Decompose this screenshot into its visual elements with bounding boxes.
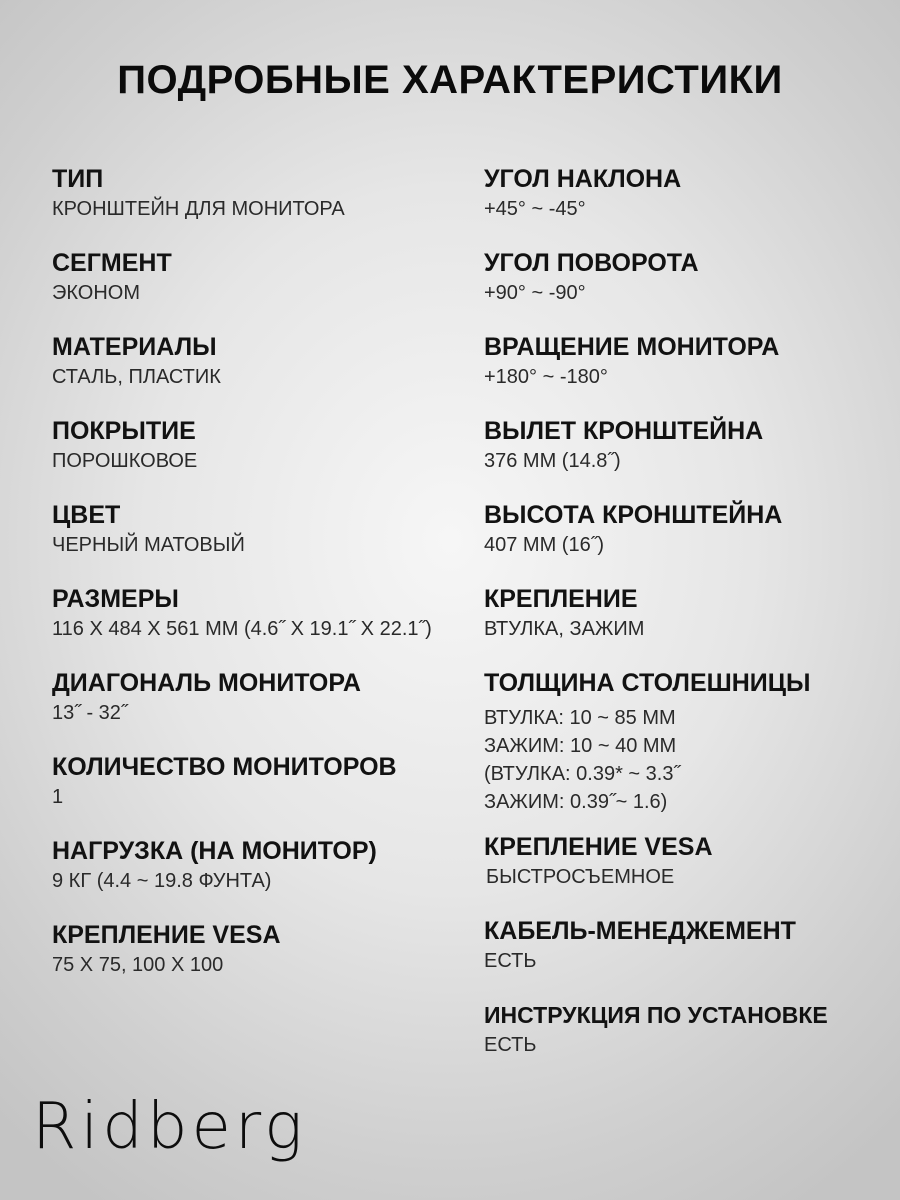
spec-type bbox=[52, 162, 472, 246]
spec-value: ЭКОНОМ bbox=[52, 282, 141, 304]
spec-value: ЕСТЬ bbox=[484, 1034, 537, 1056]
spec-label: УГОЛ ПОВОРОТА bbox=[484, 249, 699, 277]
spec-label: КРЕПЛЕНИЕ VESA bbox=[52, 921, 281, 949]
spec-value: 13˝ - 32˝ bbox=[52, 702, 128, 724]
spec-value: ПОРОШКОВОЕ bbox=[52, 450, 198, 472]
spec-value-line: ЗАЖИМ: 10 ~ 40 ММ bbox=[484, 735, 677, 757]
spec-tilt-angle bbox=[484, 162, 884, 246]
spec-value-line: (ВТУЛКА: 0.39* ~ 3.3˝ bbox=[484, 763, 681, 785]
spec-value: +180° ~ -180° bbox=[484, 366, 608, 388]
spec-label: ТИП bbox=[52, 165, 104, 193]
spec-label: КРЕПЛЕНИЕ VESA bbox=[484, 833, 713, 861]
spec-value: 407 ММ (16˝) bbox=[484, 534, 605, 556]
spec-value: 75 X 75, 100 X 100 bbox=[52, 954, 224, 976]
spec-installation-guide bbox=[484, 998, 884, 1082]
spec-monitor-count bbox=[52, 750, 472, 834]
spec-label: КОЛИЧЕСТВО МОНИТОРОВ bbox=[52, 753, 397, 781]
page-title: ПОДРОБНЫЕ ХАРАКТЕРИСТИКИ bbox=[117, 58, 783, 102]
spec-label: КАБЕЛЬ-МЕНЕДЖЕМЕНТ bbox=[484, 917, 796, 945]
spec-value: 1 bbox=[52, 786, 64, 808]
spec-coating bbox=[52, 414, 472, 498]
spec-label: ТОЛЩИНА СТОЛЕШНИЦЫ bbox=[484, 669, 811, 697]
spec-label: ИНСТРУКЦИЯ ПО УСТАНОВКЕ bbox=[484, 1002, 828, 1028]
spec-value: +45° ~ -45° bbox=[484, 198, 586, 220]
spec-arm-reach bbox=[484, 414, 884, 498]
spec-value: ЧЕРНЫЙ МАТОВЫЙ bbox=[52, 534, 245, 556]
spec-label: ЦВЕТ bbox=[52, 501, 121, 529]
spec-value-line: ВТУЛКА: 10 ~ 85 ММ bbox=[484, 707, 676, 729]
spec-label: СЕГМЕНТ bbox=[52, 249, 172, 277]
spec-color bbox=[52, 498, 472, 582]
spec-value: +90° ~ -90° bbox=[484, 282, 586, 304]
spec-value-line: ЗАЖИМ: 0.39˝~ 1.6) bbox=[484, 791, 668, 813]
spec-value: БЫСТРОСЪЕМНОЕ bbox=[486, 866, 675, 888]
brand-logo: Ridberg bbox=[32, 1090, 307, 1164]
spec-label: ВЫЛЕТ КРОНШТЕЙНА bbox=[484, 417, 764, 445]
spec-value: ВТУЛКА, ЗАЖИМ bbox=[484, 618, 645, 640]
spec-vesa-mount bbox=[52, 918, 472, 1002]
spec-vesa-quick-release bbox=[484, 830, 884, 914]
spec-label: ПОКРЫТИЕ bbox=[52, 417, 196, 445]
spec-value: 376 ММ (14.8˝) bbox=[484, 450, 621, 472]
spec-label: МАТЕРИАЛЫ bbox=[52, 333, 217, 361]
spec-value: СТАЛЬ, ПЛАСТИК bbox=[52, 366, 221, 388]
spec-label: ВРАЩЕНИЕ МОНИТОРА bbox=[484, 333, 780, 361]
spec-dimensions bbox=[52, 582, 472, 666]
spec-label: РАЗМЕРЫ bbox=[52, 585, 179, 613]
spec-segment bbox=[52, 246, 472, 330]
spec-value: 9 КГ (4.4 ~ 19.8 ФУНТА) bbox=[52, 870, 272, 892]
spec-swivel-angle bbox=[484, 246, 884, 330]
spec-desk-thickness bbox=[484, 666, 884, 834]
right-spec-column bbox=[484, 162, 884, 1082]
spec-label: НАГРУЗКА (НА МОНИТОР) bbox=[52, 837, 377, 865]
spec-materials bbox=[52, 330, 472, 414]
spec-arm-height bbox=[484, 498, 884, 582]
spec-value: ЕСТЬ bbox=[484, 950, 537, 972]
spec-rotation bbox=[484, 330, 884, 414]
spec-value: 116 X 484 X 561 ММ (4.6˝ X 19.1˝ X 22.1˝) bbox=[52, 618, 432, 640]
spec-mounting bbox=[484, 582, 884, 666]
spec-monitor-diagonal bbox=[52, 666, 472, 750]
spec-value: КРОНШТЕЙН ДЛЯ МОНИТОРА bbox=[52, 198, 345, 220]
spec-cable-management bbox=[484, 914, 884, 998]
left-spec-column bbox=[52, 162, 472, 1002]
spec-label: ДИАГОНАЛЬ МОНИТОРА bbox=[52, 669, 361, 697]
spec-label: ВЫСОТА КРОНШТЕЙНА bbox=[484, 501, 783, 529]
spec-label: УГОЛ НАКЛОНА bbox=[484, 165, 682, 193]
spec-label: КРЕПЛЕНИЕ bbox=[484, 585, 638, 613]
spec-load bbox=[52, 834, 472, 918]
